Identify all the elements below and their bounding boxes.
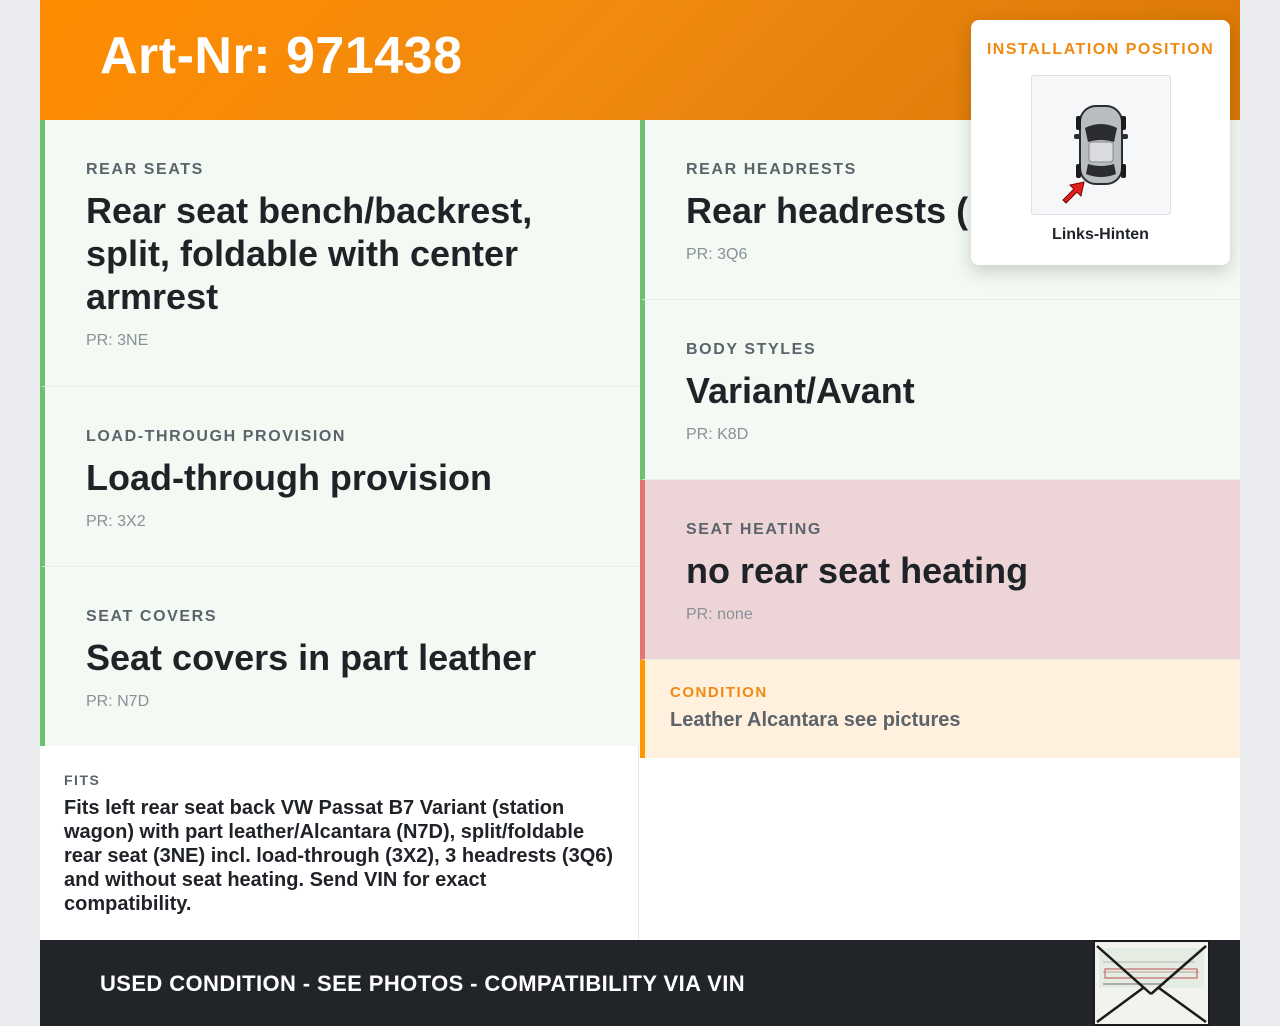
- fits-box: [40, 746, 639, 940]
- feature-value: no rear seat heating: [686, 550, 1029, 591]
- feature-pr-code: PR: 3X2: [86, 513, 146, 530]
- feature-value: Variant/Avant: [686, 370, 915, 411]
- feature-seat-heating: [640, 480, 1240, 660]
- feature-seat-covers: [40, 567, 640, 747]
- installation-position-value: Links-Hinten: [1052, 226, 1149, 243]
- article-number: Art-Nr: 971438: [100, 27, 463, 85]
- feature-load-through: [40, 387, 640, 567]
- car-top-view-icon: [1031, 75, 1171, 215]
- feature-label: REAR HEADRESTS: [686, 161, 857, 178]
- arrow-rear-left-icon: [1060, 178, 1088, 204]
- feature-pr-code: PR: 3Q6: [686, 246, 748, 263]
- feature-pr-code: PR: 3NE: [86, 332, 149, 349]
- footer-text: USED CONDITION - SEE PHOTOS - COMPATIBILITY VIA VIN: [100, 971, 746, 996]
- feature-rear-seats: [40, 120, 640, 387]
- feature-pr-code: PR: none: [686, 606, 753, 623]
- installation-label: INSTALLATION POSITION: [986, 41, 1215, 58]
- feature-pr-code: PR: K8D: [686, 426, 749, 443]
- feature-value: Load-through provision: [86, 457, 492, 498]
- vehicle-document-envelope-icon: [1093, 940, 1210, 1026]
- condition-label: CONDITION: [670, 684, 768, 701]
- condition-box: [640, 660, 1240, 758]
- feature-pr-code: PR: N7D: [86, 693, 150, 710]
- product-sheet: [40, 0, 1240, 1026]
- feature-label: BODY STYLES: [686, 341, 817, 358]
- feature-value: Rear seat bench/backrest, split, foldable with center armrest: [86, 190, 533, 317]
- fits-label: FITS: [64, 772, 101, 788]
- fits-text: Fits left rear seat back VW Passat B7 Variant (station wagon) with part leather/Alcantara (N7D), split/foldable rear seat (3NE) incl. load-through (3X2), 3 headrests (3Q6) and without seat heating. Send VIN for exact compatibility.: [64, 797, 614, 915]
- installation-position-card: [971, 20, 1230, 265]
- feature-label: SEAT COVERS: [86, 608, 218, 625]
- feature-value: Rear headrests (: [686, 190, 969, 231]
- footer-bar: [40, 940, 1240, 1026]
- feature-label: SEAT HEATING: [686, 521, 822, 538]
- feature-body-styles: [640, 300, 1240, 480]
- feature-label: LOAD-THROUGH PROVISION: [86, 428, 347, 445]
- condition-value: Leather Alcantara see pictures: [670, 709, 961, 731]
- feature-label: REAR SEATS: [86, 161, 204, 178]
- feature-value: Seat covers in part leather: [86, 637, 537, 678]
